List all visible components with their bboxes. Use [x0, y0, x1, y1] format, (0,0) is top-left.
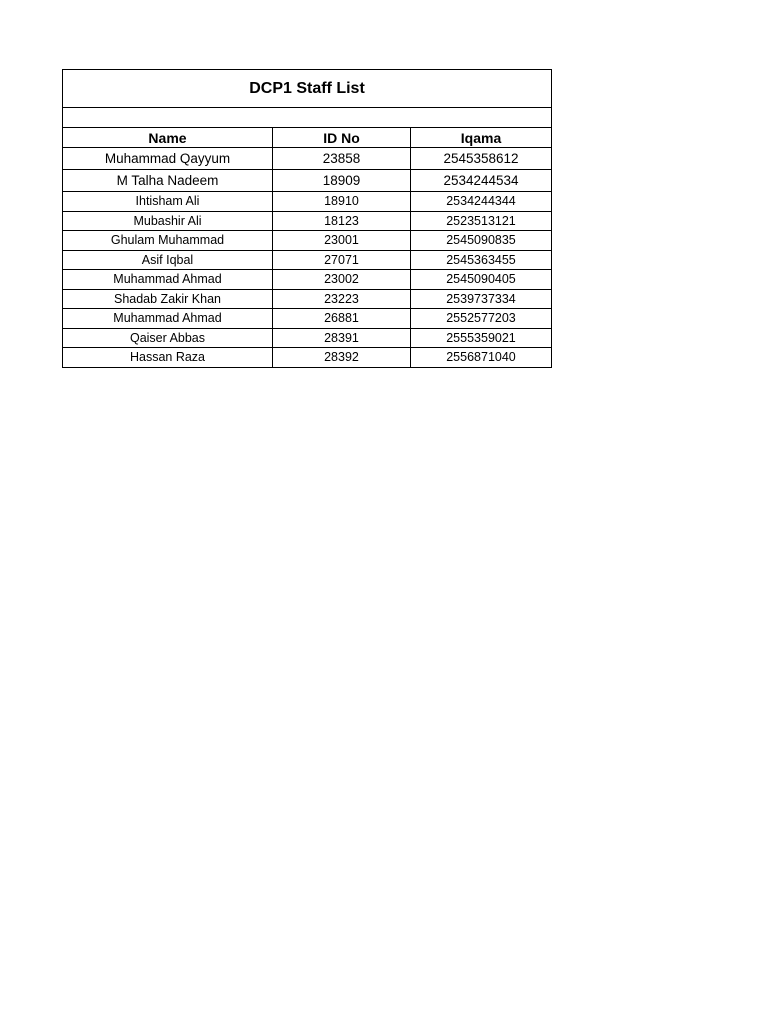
name-cell: Muhammad Ahmad	[63, 309, 273, 329]
id-cell: 23001	[273, 231, 411, 251]
sheet-title: DCP1 Staff List	[63, 70, 552, 108]
name-cell: Ghulam Muhammad	[63, 231, 273, 251]
column-header-name: Name	[63, 128, 273, 148]
table-row	[63, 250, 552, 270]
name-cell: Shadab Zakir Khan	[63, 289, 273, 309]
id-cell: 28391	[273, 328, 411, 348]
iqama-cell: 2552577203	[411, 309, 552, 329]
title-row	[63, 70, 552, 108]
table-row	[63, 348, 552, 368]
name-cell: Muhammad Ahmad	[63, 270, 273, 290]
staff-list-sheet	[62, 69, 552, 368]
iqama-cell: 2556871040	[411, 348, 552, 368]
column-header-id: ID No	[273, 128, 411, 148]
table-row	[63, 328, 552, 348]
table-row	[63, 270, 552, 290]
table-row	[63, 170, 552, 192]
iqama-cell: 2539737334	[411, 289, 552, 309]
id-cell: 18909	[273, 170, 411, 192]
table-row	[63, 231, 552, 251]
table-row	[63, 289, 552, 309]
name-cell: Asif Iqbal	[63, 250, 273, 270]
name-cell: Ihtisham Ali	[63, 192, 273, 212]
id-cell: 18910	[273, 192, 411, 212]
name-cell: Mubashir Ali	[63, 211, 273, 231]
iqama-cell: 2545090835	[411, 231, 552, 251]
name-cell: M Talha Nadeem	[63, 170, 273, 192]
id-cell: 26881	[273, 309, 411, 329]
id-cell: 23858	[273, 148, 411, 170]
iqama-cell: 2555359021	[411, 328, 552, 348]
iqama-cell: 2545090405	[411, 270, 552, 290]
id-cell: 18123	[273, 211, 411, 231]
staff-table	[62, 69, 552, 368]
column-header-iqama: Iqama	[411, 128, 552, 148]
iqama-cell: 2534244344	[411, 192, 552, 212]
table-row	[63, 309, 552, 329]
id-cell: 28392	[273, 348, 411, 368]
name-cell: Hassan Raza	[63, 348, 273, 368]
table-row	[63, 148, 552, 170]
iqama-cell: 2523513121	[411, 211, 552, 231]
iqama-cell: 2545358612	[411, 148, 552, 170]
empty-cell	[63, 108, 552, 128]
name-cell: Muhammad Qayyum	[63, 148, 273, 170]
iqama-cell: 2534244534	[411, 170, 552, 192]
table-row	[63, 211, 552, 231]
table-row	[63, 192, 552, 212]
id-cell: 23002	[273, 270, 411, 290]
spacer-row	[63, 108, 552, 128]
iqama-cell: 2545363455	[411, 250, 552, 270]
header-row	[63, 128, 552, 148]
id-cell: 23223	[273, 289, 411, 309]
name-cell: Qaiser Abbas	[63, 328, 273, 348]
id-cell: 27071	[273, 250, 411, 270]
